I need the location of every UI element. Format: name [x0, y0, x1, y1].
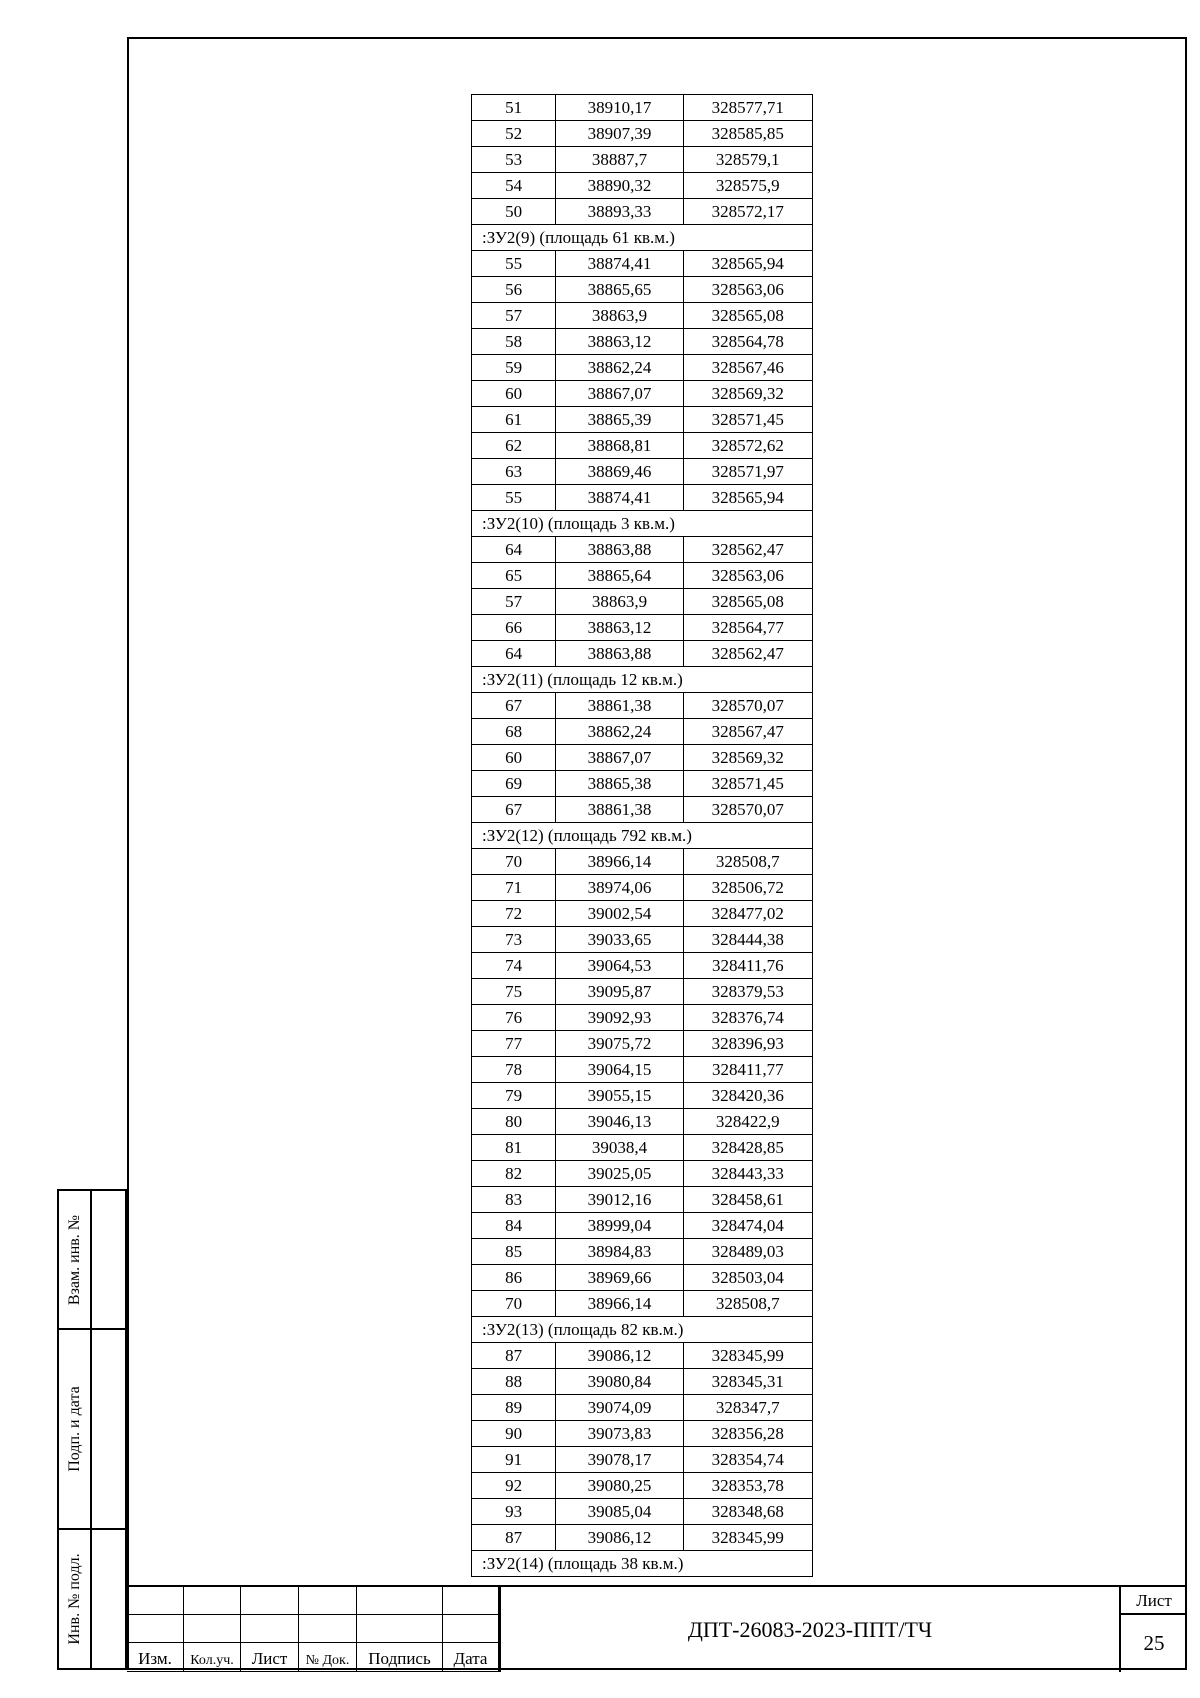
coord-x: 38966,14	[556, 1291, 683, 1317]
coord-y: 328572,17	[683, 199, 812, 225]
coord-x: 38974,06	[556, 875, 683, 901]
table-row	[472, 485, 813, 511]
coord-x: 39086,12	[556, 1525, 683, 1551]
coord-y: 328563,06	[683, 563, 812, 589]
coord-y: 328474,04	[683, 1213, 812, 1239]
coord-x: 38869,46	[556, 459, 683, 485]
table-row	[472, 875, 813, 901]
revision-cell	[299, 1615, 357, 1643]
revision-column-header	[127, 1643, 184, 1672]
table-row	[472, 901, 813, 927]
point-number: 82	[472, 1161, 556, 1187]
section-header-row	[472, 1317, 813, 1343]
coord-x: 38969,66	[556, 1265, 683, 1291]
point-number: 55	[472, 485, 556, 511]
coord-y: 328444,38	[683, 927, 812, 953]
table-row	[472, 1135, 813, 1161]
point-number: 52	[472, 121, 556, 147]
coord-x: 39080,25	[556, 1473, 683, 1499]
revision-column-header	[241, 1643, 299, 1672]
coord-y: 328562,47	[683, 537, 812, 563]
revision-cell	[299, 1587, 357, 1615]
coord-x: 39095,87	[556, 979, 683, 1005]
point-number: 90	[472, 1421, 556, 1447]
point-number: 64	[472, 641, 556, 667]
point-number: 61	[472, 407, 556, 433]
table-row	[472, 1395, 813, 1421]
point-number: 54	[472, 173, 556, 199]
coord-y: 328564,78	[683, 329, 812, 355]
coord-x: 39055,15	[556, 1083, 683, 1109]
coord-x: 38865,64	[556, 563, 683, 589]
point-number: 93	[472, 1499, 556, 1525]
stamp-signature-date	[57, 1328, 127, 1530]
coord-x: 39002,54	[556, 901, 683, 927]
coord-y: 328345,99	[683, 1525, 812, 1551]
coord-y: 328347,7	[683, 1395, 812, 1421]
table-row	[472, 537, 813, 563]
table-row	[472, 1291, 813, 1317]
coord-x: 38890,32	[556, 173, 683, 199]
table-row	[472, 1005, 813, 1031]
coord-x: 39092,93	[556, 1005, 683, 1031]
coord-x: 39073,83	[556, 1421, 683, 1447]
point-number: 67	[472, 797, 556, 823]
coord-x: 38862,24	[556, 355, 683, 381]
coord-x: 38874,41	[556, 251, 683, 277]
table-row	[472, 1343, 813, 1369]
point-number: 87	[472, 1343, 556, 1369]
point-number: 88	[472, 1369, 556, 1395]
point-number: 81	[472, 1135, 556, 1161]
point-number: 85	[472, 1239, 556, 1265]
stamp-original-inv	[57, 1528, 127, 1670]
point-number: 74	[472, 953, 556, 979]
point-number: 83	[472, 1187, 556, 1213]
revision-column-header	[443, 1643, 499, 1672]
coord-y: 328458,61	[683, 1187, 812, 1213]
coord-x: 38863,9	[556, 589, 683, 615]
point-number: 58	[472, 329, 556, 355]
coord-x: 38865,38	[556, 771, 683, 797]
point-number: 53	[472, 147, 556, 173]
table-row	[472, 719, 813, 745]
point-number: 68	[472, 719, 556, 745]
revision-column-header	[357, 1643, 443, 1672]
coord-x: 38966,14	[556, 849, 683, 875]
coord-x: 38865,39	[556, 407, 683, 433]
coord-y: 328571,45	[683, 407, 812, 433]
revision-column-label: № Док.	[305, 1653, 350, 1668]
table-row	[472, 1213, 813, 1239]
coord-y: 328345,31	[683, 1369, 812, 1395]
coord-y: 328565,94	[683, 251, 812, 277]
coord-x: 38863,9	[556, 303, 683, 329]
coord-y: 328571,45	[683, 771, 812, 797]
coord-y: 328396,93	[683, 1031, 812, 1057]
point-number: 65	[472, 563, 556, 589]
sheet-label: Лист	[1121, 1587, 1187, 1615]
point-number: 69	[472, 771, 556, 797]
coord-y: 328565,08	[683, 303, 812, 329]
coord-x: 38863,12	[556, 329, 683, 355]
table-row	[472, 1031, 813, 1057]
point-number: 75	[472, 979, 556, 1005]
coord-y: 328563,06	[683, 277, 812, 303]
coord-y: 328571,97	[683, 459, 812, 485]
point-number: 76	[472, 1005, 556, 1031]
point-number: 57	[472, 589, 556, 615]
revision-cell	[127, 1615, 184, 1643]
table-row	[472, 1421, 813, 1447]
coord-y: 328508,7	[683, 849, 812, 875]
point-number: 73	[472, 927, 556, 953]
coord-y: 328564,77	[683, 615, 812, 641]
point-number: 66	[472, 615, 556, 641]
point-number: 77	[472, 1031, 556, 1057]
point-number: 56	[472, 277, 556, 303]
section-label: :ЗУ2(12) (площадь 792 кв.м.)	[472, 823, 813, 849]
table-row	[472, 1265, 813, 1291]
section-header-row	[472, 667, 813, 693]
coord-y: 328489,03	[683, 1239, 812, 1265]
revision-cell	[443, 1615, 499, 1643]
coord-x: 38863,88	[556, 641, 683, 667]
point-number: 62	[472, 433, 556, 459]
table-row	[472, 615, 813, 641]
table-row	[472, 173, 813, 199]
point-number: 79	[472, 1083, 556, 1109]
section-header-row	[472, 225, 813, 251]
point-number: 70	[472, 849, 556, 875]
coord-x: 39075,72	[556, 1031, 683, 1057]
revision-column-label: Изм.	[138, 1649, 172, 1668]
point-number: 91	[472, 1447, 556, 1473]
revision-cell	[357, 1587, 443, 1615]
coord-x: 38861,38	[556, 693, 683, 719]
table-row	[472, 1109, 813, 1135]
revision-column-header	[299, 1643, 357, 1672]
table-row	[472, 849, 813, 875]
table-row	[472, 355, 813, 381]
point-number: 71	[472, 875, 556, 901]
section-label: :ЗУ2(10) (площадь 3 кв.м.)	[472, 511, 813, 537]
coord-y: 328508,7	[683, 1291, 812, 1317]
table-row	[472, 1057, 813, 1083]
revision-cell	[127, 1587, 184, 1615]
stamp-label: Подп. и дата	[59, 1330, 92, 1528]
point-number: 63	[472, 459, 556, 485]
revision-column-header	[184, 1643, 241, 1672]
table-row	[472, 589, 813, 615]
sheet-number: 25	[1143, 1631, 1165, 1655]
coord-x: 38863,12	[556, 615, 683, 641]
table-row	[472, 641, 813, 667]
coord-x: 38867,07	[556, 381, 683, 407]
table-row	[472, 147, 813, 173]
table-row	[472, 745, 813, 771]
coordinates-table	[471, 94, 813, 1577]
section-label: :ЗУ2(9) (площадь 61 кв.м.)	[472, 225, 813, 251]
coord-x: 39033,65	[556, 927, 683, 953]
title-block	[127, 1585, 1187, 1670]
point-number: 72	[472, 901, 556, 927]
coord-y: 328503,04	[683, 1265, 812, 1291]
table-row	[472, 95, 813, 121]
coord-x: 39086,12	[556, 1343, 683, 1369]
section-label: :ЗУ2(11) (площадь 12 кв.м.)	[472, 667, 813, 693]
section-header-row	[472, 1551, 813, 1577]
coord-y: 328572,62	[683, 433, 812, 459]
table-row	[472, 303, 813, 329]
table-row	[472, 277, 813, 303]
point-number: 84	[472, 1213, 556, 1239]
coord-y: 328411,77	[683, 1057, 812, 1083]
revision-column-label: Дата	[453, 1649, 488, 1668]
section-header-row	[472, 823, 813, 849]
table-row	[472, 329, 813, 355]
coord-x: 38984,83	[556, 1239, 683, 1265]
coord-x: 39078,17	[556, 1447, 683, 1473]
coord-y: 328379,53	[683, 979, 812, 1005]
table-row	[472, 121, 813, 147]
coord-x: 38999,04	[556, 1213, 683, 1239]
revision-cell	[184, 1587, 241, 1615]
coord-x: 39038,4	[556, 1135, 683, 1161]
table-row	[472, 459, 813, 485]
coord-y: 328570,07	[683, 693, 812, 719]
coord-y: 328348,68	[683, 1499, 812, 1525]
coord-x: 38887,7	[556, 147, 683, 173]
table-row	[472, 927, 813, 953]
coord-x: 39064,53	[556, 953, 683, 979]
table-row	[472, 407, 813, 433]
point-number: 80	[472, 1109, 556, 1135]
coord-x: 38861,38	[556, 797, 683, 823]
revision-cell	[184, 1615, 241, 1643]
coord-x: 38862,24	[556, 719, 683, 745]
coord-y: 328354,74	[683, 1447, 812, 1473]
point-number: 60	[472, 745, 556, 771]
point-number: 60	[472, 381, 556, 407]
coord-x: 38907,39	[556, 121, 683, 147]
document-code: ДПТ-26083-2023-ППТ/ТЧ	[499, 1587, 1121, 1672]
revision-column-label: Подпись	[368, 1649, 431, 1668]
section-header-row	[472, 511, 813, 537]
coord-x: 38874,41	[556, 485, 683, 511]
revision-column-label: Лист	[251, 1649, 288, 1668]
point-number: 64	[472, 537, 556, 563]
stamp-label: Взам. инв. №	[59, 1191, 92, 1328]
coord-y: 328353,78	[683, 1473, 812, 1499]
point-number: 50	[472, 199, 556, 225]
coord-y: 328428,85	[683, 1135, 812, 1161]
section-label: :ЗУ2(14) (площадь 38 кв.м.)	[472, 1551, 813, 1577]
coord-x: 38910,17	[556, 95, 683, 121]
coord-x: 38865,65	[556, 277, 683, 303]
table-row	[472, 797, 813, 823]
coord-y: 328569,32	[683, 381, 812, 407]
coord-y: 328422,9	[683, 1109, 812, 1135]
table-row	[472, 1083, 813, 1109]
coord-x: 38893,33	[556, 199, 683, 225]
table-row	[472, 1187, 813, 1213]
table-row	[472, 1499, 813, 1525]
coord-x: 39064,15	[556, 1057, 683, 1083]
coord-y: 328411,76	[683, 953, 812, 979]
coord-x: 39085,04	[556, 1499, 683, 1525]
coord-y: 328443,33	[683, 1161, 812, 1187]
coord-y: 328506,72	[683, 875, 812, 901]
point-number: 78	[472, 1057, 556, 1083]
table-row	[472, 771, 813, 797]
table-row	[472, 1447, 813, 1473]
coord-x: 38863,88	[556, 537, 683, 563]
table-row	[472, 381, 813, 407]
coord-x: 39074,09	[556, 1395, 683, 1421]
coord-y: 328567,47	[683, 719, 812, 745]
table-row	[472, 199, 813, 225]
coord-y: 328345,99	[683, 1343, 812, 1369]
coord-x: 39080,84	[556, 1369, 683, 1395]
section-label: :ЗУ2(13) (площадь 82 кв.м.)	[472, 1317, 813, 1343]
coord-y: 328575,9	[683, 173, 812, 199]
revision-cell	[241, 1587, 299, 1615]
point-number: 70	[472, 1291, 556, 1317]
table-row	[472, 433, 813, 459]
point-number: 57	[472, 303, 556, 329]
coord-y: 328565,08	[683, 589, 812, 615]
point-number: 89	[472, 1395, 556, 1421]
point-number: 67	[472, 693, 556, 719]
margin-stamp-column	[57, 1189, 127, 1670]
table-row	[472, 563, 813, 589]
coord-x: 39046,13	[556, 1109, 683, 1135]
point-number: 59	[472, 355, 556, 381]
table-row	[472, 1525, 813, 1551]
point-number: 92	[472, 1473, 556, 1499]
revision-cell	[357, 1615, 443, 1643]
coord-x: 39025,05	[556, 1161, 683, 1187]
coordinates-table-body	[472, 95, 813, 1577]
table-row	[472, 979, 813, 1005]
table-row	[472, 251, 813, 277]
revision-grid	[127, 1587, 499, 1672]
coord-y: 328356,28	[683, 1421, 812, 1447]
coord-y: 328420,36	[683, 1083, 812, 1109]
coord-y: 328569,32	[683, 745, 812, 771]
coord-y: 328577,71	[683, 95, 812, 121]
revision-cell	[241, 1615, 299, 1643]
coord-y: 328376,74	[683, 1005, 812, 1031]
coord-y: 328477,02	[683, 901, 812, 927]
table-row	[472, 953, 813, 979]
point-number: 55	[472, 251, 556, 277]
table-row	[472, 693, 813, 719]
coord-x: 38868,81	[556, 433, 683, 459]
revision-column-label: Кол.уч.	[190, 1653, 234, 1668]
table-row	[472, 1369, 813, 1395]
coord-y: 328570,07	[683, 797, 812, 823]
point-number: 86	[472, 1265, 556, 1291]
coord-y: 328567,46	[683, 355, 812, 381]
coord-y: 328565,94	[683, 485, 812, 511]
table-row	[472, 1161, 813, 1187]
table-row	[472, 1473, 813, 1499]
point-number: 87	[472, 1525, 556, 1551]
coord-x: 39012,16	[556, 1187, 683, 1213]
stamp-replaced-inv	[57, 1189, 127, 1330]
coord-x: 38867,07	[556, 745, 683, 771]
coord-y: 328562,47	[683, 641, 812, 667]
point-number: 51	[472, 95, 556, 121]
table-row	[472, 1239, 813, 1265]
revision-cell	[443, 1587, 499, 1615]
coord-y: 328585,85	[683, 121, 812, 147]
coord-y: 328579,1	[683, 147, 812, 173]
stamp-label: Инв. № подл.	[59, 1530, 92, 1668]
